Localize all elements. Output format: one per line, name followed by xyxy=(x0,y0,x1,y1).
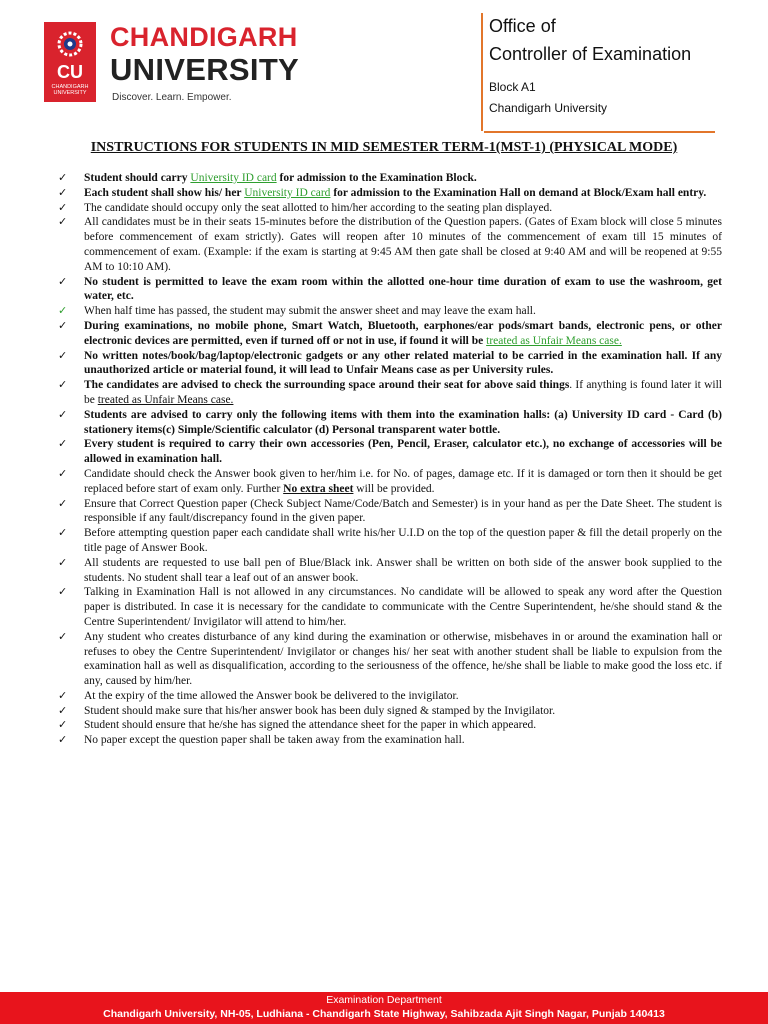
list-item: ✓ No student is permitted to leave the exam room within the allotted one-hour time duration of exam to use the washroom, get water, etc. xyxy=(58,274,722,303)
list-item: ✓ The candidates are advised to check the surrounding space around their seat for above said things. If anything is found later it will be treated as Unfair Means case. xyxy=(58,378,722,406)
checkmark-icon: ✓ xyxy=(58,466,68,480)
instructions-list xyxy=(58,171,722,748)
list-item: ✓ Student should make sure that his/her answer book has been duly signed & stamped by the Invigilator. xyxy=(58,703,556,717)
checkmark-icon: ✓ xyxy=(58,496,68,510)
list-item: ✓ Every student is required to carry their own accessories (Pen, Pencil, Eraser, calculator etc.), no exchange of accessories will be allowed in examination hall. xyxy=(58,437,722,466)
list-item: ✓ All candidates must be in their seats 15-minutes before the distribution of the Question papers. (Gates of Exam block will close 5 minutes before commencement of exam strictly). Gates will reopen after 10 minutes of the commencement of exam till 15 minutes of commencement of exam. (Example: if the exam is starting at 9:45 AM then gate shall be closed at 9:40 AM and will be reopened at 9:55 AM to 10:10 AM). xyxy=(58,215,722,273)
vertical-divider xyxy=(481,13,483,131)
list-item: ✓ All students are requested to use ball pen of Blue/Black ink. Answer shall be written on both side of the answer book supplied to the students. No student shall tear a leaf out of an answer book. xyxy=(58,555,722,584)
checkmark-icon: ✓ xyxy=(58,688,68,702)
footer-bar xyxy=(0,992,768,1024)
checkmark-icon: ✓ xyxy=(58,304,68,318)
checkmark-icon: ✓ xyxy=(58,585,68,599)
highlight-text: University ID card xyxy=(190,172,277,184)
list-item: ✓ During examinations, no mobile phone, Smart Watch, Bluetooth, earphones/ear pods/smart bands, electronic pens, or other electronic devices are permitted, even if turned off or not in use, if found it will be treated as Unfair Means case. xyxy=(58,318,722,347)
office-address-line2: Chandigarh University xyxy=(489,101,608,115)
list-item: ✓ Ensure that Correct Question paper (Check Subject Name/Code/Batch and Semester) is in your hand as per the Date Sheet. The student is responsible if any fault/discrepancy found in the given paper. xyxy=(58,496,722,525)
university-logo xyxy=(44,22,96,102)
list-item: ✓ Any student who creates disturbance of any kind during the examination or otherwise, misbehaves in or around the examination hall or refuses to obey the Centre Superintendent/ Invigilator or changes his/ her seat with another student shall be liable to expulsion from the examination hall as well as disqualification, according to the seriousness of the offence, he/she shall be liable to make good the loss etc. if any, caused by him/her. xyxy=(58,629,722,688)
list-item: ✓ Candidate should check the Answer book given to her/him i.e. for No. of pages, damage etc. If it is damaged or torn then it should be get replaced before start of exam only. Further No extra sheet will be provided. xyxy=(58,466,722,495)
list-item: ✓ Talking in Examination Hall is not allowed in any circumstances. No candidate will be allowed to speak any word after the Question paper is distributed. In case it is necessary for the candidate to communicate with the Centre Superintendent, he/she should stand & the Centre Superintendent/ Invigilator will attend to him/her. xyxy=(58,585,722,628)
list-item: ✓ Before attempting question paper each candidate shall write his/her U.I.D on the top of the question paper & fill the detail properly on the title page of Answer Book. xyxy=(58,526,722,554)
list-item: ✓ When half time has passed, the student may submit the answer sheet and may leave the exam hall. xyxy=(58,304,536,318)
checkmark-icon: ✓ xyxy=(58,378,68,392)
logo-small-line1: CHANDIGARH xyxy=(51,84,89,90)
list-item: ✓ The candidate should occupy only the seat allotted to him/her according to the seating plan displayed. xyxy=(58,200,553,214)
checkmark-icon: ✓ xyxy=(58,526,68,540)
university-name-line2: UNIVERSITY xyxy=(110,52,300,87)
checkmark-icon: ✓ xyxy=(58,703,68,717)
document-title: INSTRUCTIONS FOR STUDENTS IN MID SEMESTER TERM-1(MST-1) (PHYSICAL MODE) xyxy=(90,140,678,155)
letterhead xyxy=(0,0,768,135)
office-title-line1: Office of xyxy=(489,16,556,36)
checkmark-icon: ✓ xyxy=(58,274,68,288)
logo-small-text xyxy=(44,84,96,96)
checkmark-icon: ✓ xyxy=(58,185,68,199)
list-item: ✓ Student should carry University ID card for admission to the Examination Block. xyxy=(58,171,477,184)
checkmark-icon: ✓ xyxy=(58,171,68,184)
list-item: ✓ Students are advised to carry only the following items with them into the examination halls: (a) University ID card - Card (b) stationery items(c) Simple/Scientific calculator (d) Personal transparent water bottle. xyxy=(58,407,722,436)
office-title xyxy=(489,12,691,68)
list-item: ✓ At the expiry of the time allowed the Answer book be delivered to the invigilator. xyxy=(58,688,459,702)
checkmark-icon: ✓ xyxy=(58,215,68,229)
checkmark-icon: ✓ xyxy=(58,407,68,421)
checkmark-icon: ✓ xyxy=(58,318,68,332)
list-item: ✓ Each student shall show his/ her University ID card for admission to the Examination Hall on demand at Block/Exam hall entry. xyxy=(58,185,707,199)
highlight-text: treated as Unfair Means case. xyxy=(486,334,622,347)
footer-address: Chandigarh University, NH-05, Ludhiana - Chandigarh State Highway, Sahibzada Ajit Singh Nagar, Punjab 140413 xyxy=(103,1008,665,1020)
university-name-line1: CHANDIGARH xyxy=(110,22,298,52)
list-item: ✓ No paper except the question paper shall be taken away from the examination hall. xyxy=(58,733,465,747)
checkmark-icon: ✓ xyxy=(58,733,68,747)
checkmark-icon: ✓ xyxy=(58,718,68,732)
checkmark-icon: ✓ xyxy=(58,629,68,643)
checkmark-icon: ✓ xyxy=(58,200,68,214)
gear-emblem-icon xyxy=(50,26,90,62)
list-item: ✓ No written notes/book/bag/laptop/electronic gadgets or any other related material to be carried in the examination hall. If any unauthorized article or material found, it will lead to Unfair Means case as per University rules. xyxy=(58,348,722,377)
footer-department: Examination Department xyxy=(326,994,442,1006)
horizontal-divider xyxy=(484,131,715,133)
list-item: ✓ Student should ensure that he/she has signed the attendance sheet for the paper in which appeared. xyxy=(58,718,537,732)
logo-abbreviation: CU xyxy=(57,62,83,82)
office-address-line1: Block A1 xyxy=(489,80,536,94)
university-tagline: Discover. Learn. Empower. xyxy=(112,92,232,103)
office-title-line2: Controller of Examination xyxy=(489,44,692,64)
office-address xyxy=(489,77,607,119)
checkmark-icon: ✓ xyxy=(58,348,68,362)
checkmark-icon: ✓ xyxy=(58,555,68,569)
highlight-text: University ID card xyxy=(244,186,331,199)
logo-small-line2: UNIVERSITY xyxy=(53,90,87,96)
checkmark-icon: ✓ xyxy=(58,437,68,451)
